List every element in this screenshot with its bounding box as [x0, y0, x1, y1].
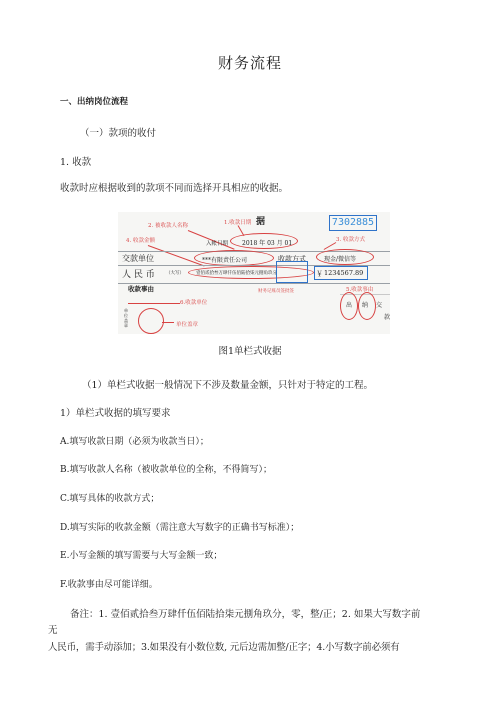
req-item-e: E.小写金额的填写需要与大写金额一致； [60, 551, 223, 561]
req-item-f: F.收款事由尽可能详细。 [60, 580, 158, 590]
annotation-unit-seal: 单位盖章 [176, 322, 199, 328]
right-char-2: 纳 [362, 302, 369, 309]
page-title: 财务流程 [217, 54, 282, 72]
req-item-c: C.填写具体的收款方式； [60, 494, 160, 504]
right-char-3: 交 [376, 302, 383, 309]
annotation-seal: 6.收款单位 [180, 300, 208, 306]
receipt-figure [118, 212, 390, 334]
receipt-header-char: 据 [256, 217, 266, 227]
annotation-date: 1.收款日期 [224, 220, 252, 226]
amount-number: 1234567.89 [324, 269, 364, 277]
subsection-heading: （一）款项的收付 [80, 128, 157, 139]
date-value: 2018 年 03 月 01 [242, 240, 293, 247]
method-label: 收款方式 [278, 255, 306, 263]
note-line-2: 无 [48, 625, 58, 636]
annotation-amount: 4. 收款金额 [126, 238, 155, 244]
note-line-3: 人民币，需手动添加；3.如果没有小数位数, 元后边需加整/正字；4.小写数字前必须有 [48, 642, 400, 653]
rmb-label: 人 民 币 [122, 270, 155, 280]
requirements-heading: 1）单栏式收据的填写要求 [60, 408, 171, 419]
note-line-1: 备注：1. 壹佰贰拾叁万肆仟伍佰陆拾柒元捌角玖分，零，整/正；2. 如果大写数字前 [70, 609, 421, 620]
annotation-method: 3. 收款方式 [336, 237, 365, 243]
req-item-a: A.填写收款日期（必须为收款当日）； [60, 437, 209, 447]
receipt-number: 7302885 [329, 215, 377, 231]
payer-value: ***有限责任公司 [202, 257, 248, 264]
right-char-4: 款 [384, 314, 390, 321]
date-label: 入帐日期 [206, 241, 229, 247]
yen-sign: ￥ [316, 270, 323, 278]
section-heading: 一、出纳岗位流程 [60, 97, 129, 107]
purpose-label: 收款事由 [128, 285, 154, 293]
payer-label: 交款单位 [122, 254, 154, 263]
right-char-1: 出 [346, 302, 353, 309]
annotation-stamp: 财务记账员签批签 [258, 289, 294, 294]
method-value: 现金/微信等 [324, 256, 357, 263]
rmb-sub-label: （大写） [166, 271, 184, 276]
annotation-payer: 2. 被收款人名称 [148, 223, 188, 229]
figure-caption: 图1单栏式收据 [218, 346, 282, 357]
req-item-b: B.填写收款人名称（被收款单位的全称，不得简写）； [60, 465, 272, 475]
paragraph-1: （1）单栏式收据一般情况下不涉及数量金额，只针对于特定的工程。 [82, 380, 374, 391]
intro-paragraph: 收款时应根据收到的款项不同而选择开具相应的收据。 [60, 183, 289, 194]
annotation-purpose: 5.收款事由 [346, 287, 374, 293]
req-item-d: D.填写实际的收款金额（需注意大写数字的正确书写标准）； [60, 523, 300, 533]
item-heading: 1. 收款 [60, 157, 92, 168]
left-seal-chars: 单位盖章 [124, 308, 128, 328]
amount-text: 壹佰贰拾叁万肆仟伍佰陆拾柒元捌角玖分 [196, 271, 277, 276]
